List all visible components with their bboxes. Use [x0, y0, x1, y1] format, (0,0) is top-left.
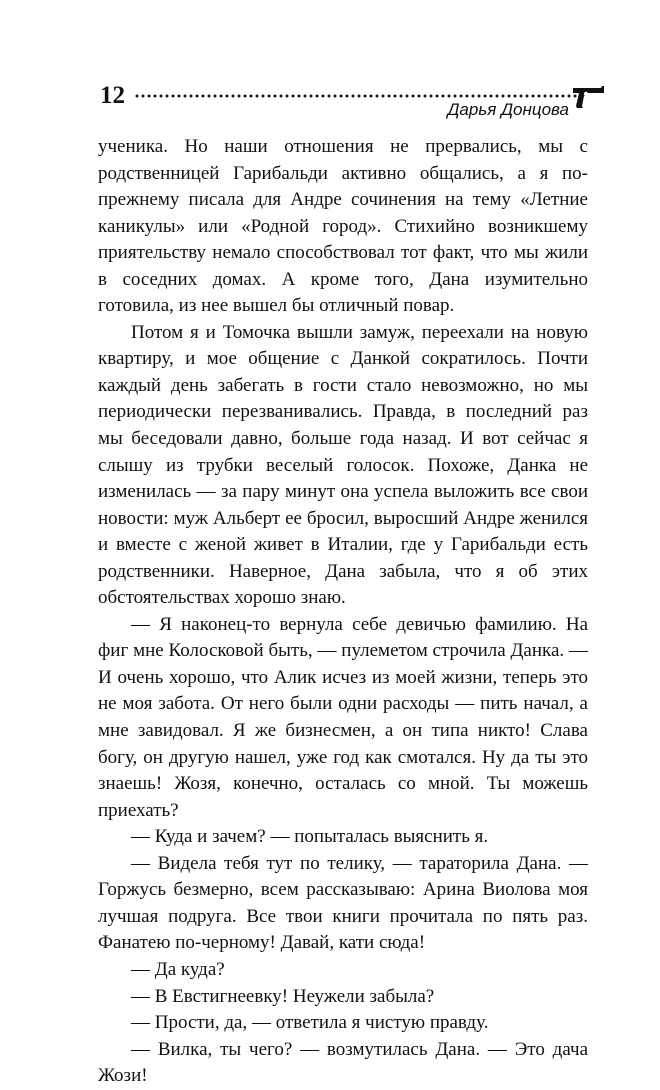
page-number: 12	[100, 82, 125, 109]
author-name: Дарья Донцова	[447, 100, 569, 119]
book-page-text	[98, 134, 588, 1090]
paragraph-5: — Видела тебя тут по телику, — тараторила Дана. — Горжусь безмерно, всем рассказываю: Арина Виолова моя лучшая подруга. Все твои книги прочитала по пять раз. Фанатею по-черному! Давай, кати сюда!	[98, 852, 588, 954]
paragraph-2: Потом я и Томочка вышли замуж, переехали на новую квартиру, и мое общение с Данкой сократилось. Почти каждый день забегать в гости стало невозможно, но мы периодически перезванивались. Правда, в последний раз мы беседовали давно, больше года назад. И вот сейчас я слышу из трубки веселый голосок. Похоже, Данка не изменилась — за пару минут она успела выложить все свои новости: муж Альберт ее бросил, выросший Андре женился и вместе с женой живет в Италии, где у Гарибальди есть родственники. Наверное, Дана забыла, что я об этих обстоятельствах хорошо знаю.	[98, 321, 588, 609]
paragraph-6: — Да куда?	[131, 958, 225, 980]
dot-leader	[134, 94, 577, 98]
paragraph-9: — Вилка, ты чего? — возмутилась Дана. — Это дача Жози!	[98, 1038, 588, 1087]
running-header	[100, 82, 605, 122]
paragraph-7: — В Евстигнеевку! Неужели забыла?	[131, 985, 435, 1007]
paragraph-1: ученика. Но наши отношения не прервались, мы с родственницей Гарибальди активно общались, а я попрежнему писала для Андре сочинения на тему «Летние каникулы» или «Родной город». Стихийно возникшему приятельству немало способствовал тот факт, что мы жили в соседних домах. А кроме того, Дана изумительно готовила, из нее вышел бы отличный повар.	[98, 136, 588, 317]
paragraph-4: — Куда и зачем? — попыталась выяснить я.	[131, 826, 489, 848]
paragraph-3: — Я наконец-то вернула себе девичью фамилию. На фиг мне Колосковой быть, — пулеметом строчила Данка. — И очень хорошо, что Алик исчез из моей жизни, теперь это не моя забота. От него были одни расходы — пить начал, а мне завидовал. Я же бизнесмен, а он типа никто! Слава богу, он другую нашел, уже год как смотался. Ну да ты это знаешь! Жозя, конечно, осталась со мной. Ты можешь приехать?	[98, 613, 588, 821]
paragraph-8: — Прости, да, — ответила я чистую правду.	[131, 1012, 489, 1034]
pistol-icon	[571, 84, 605, 110]
